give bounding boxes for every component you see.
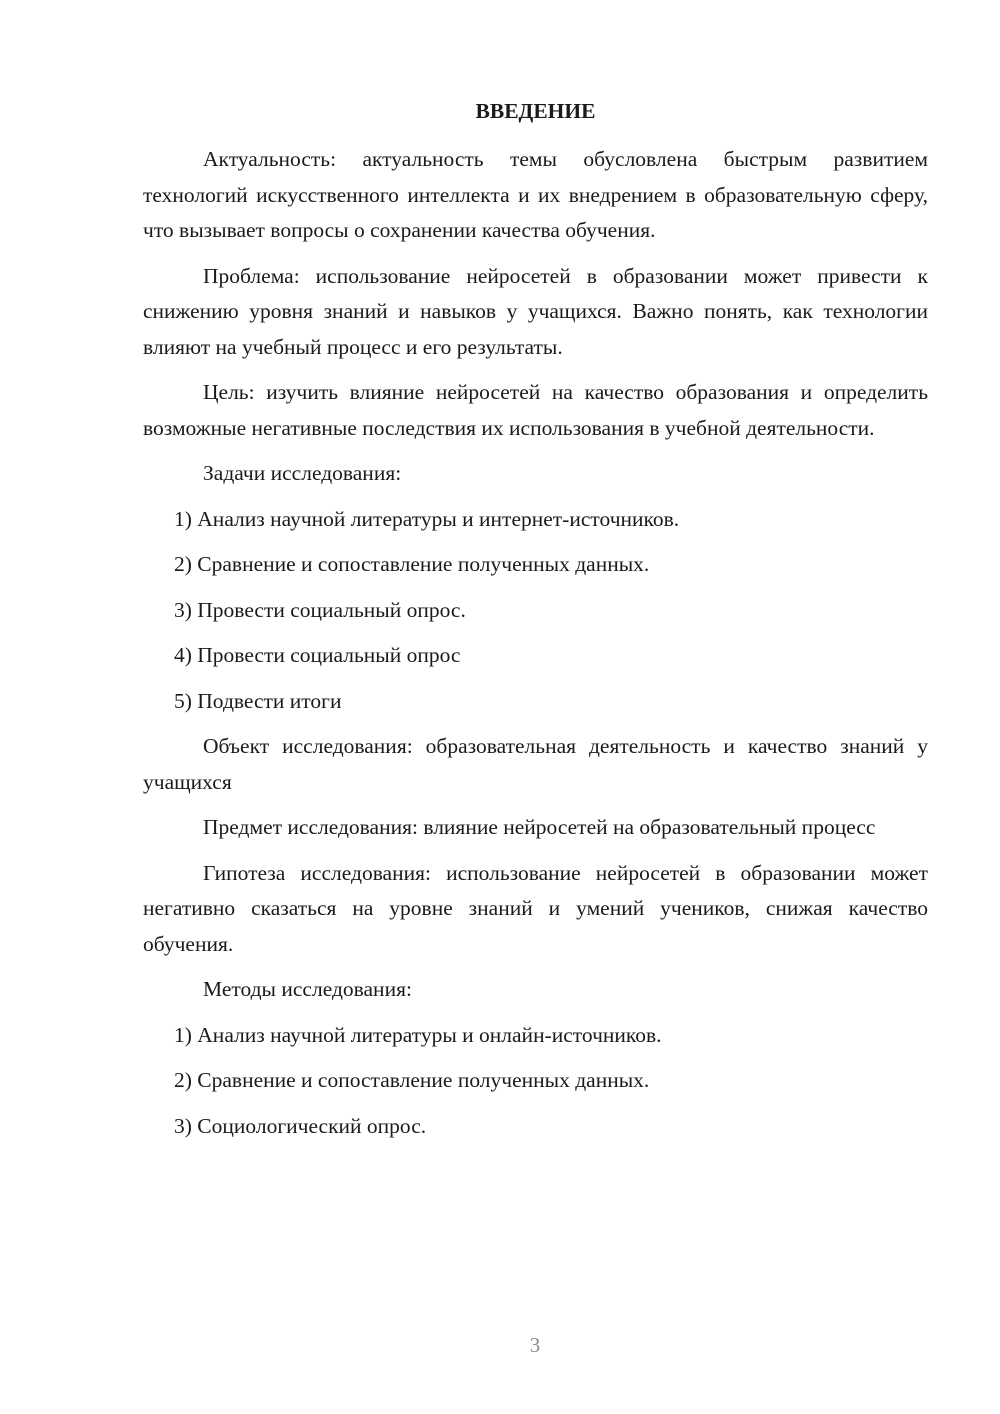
page-number: 3 (529, 1333, 541, 1357)
list-item: 2) Сравнение и сопоставление полученных данных. (174, 552, 650, 576)
list-item: 4) Провести социальный опрос (174, 643, 461, 667)
tasks-list (143, 502, 928, 720)
methods-heading: Методы исследования: (203, 977, 412, 1001)
goal-paragraph: Цель: изучить влияние нейросетей на качество образования и определить возможные негативные последствия их использования в учебной деятельности. (143, 380, 928, 440)
list-item: 1) Анализ научной литературы и интернет-источников. (174, 506, 680, 531)
list-item: 5) Подвести итоги (174, 688, 342, 713)
list-item: 1) Анализ научной литературы и онлайн-источников. (174, 1022, 662, 1047)
subject-paragraph: Предмет исследования: влияние нейросетей на образовательный процесс (203, 815, 876, 839)
tasks-heading: Задачи исследования: (203, 461, 402, 485)
relevance-paragraph: Актуальность: актуальность темы обусловлена быстрым развитием технологий искусственного интеллекта и их внедрением в образовательную сферу, что вызывает вопросы о сохранении качества обучения. (143, 147, 928, 242)
object-paragraph: Объект исследования: образовательная деятельность и качество знаний у учащихся (143, 734, 928, 794)
problem-paragraph: Проблема: использование нейросетей в образовании может привести к снижению уровня знаний и навыков у учащихся. Важно понять, как технологии влияют на учебный процесс и его результаты. (143, 263, 928, 359)
document-page (143, 96, 928, 1154)
methods-list (143, 1018, 928, 1145)
list-item: 2) Сравнение и сопоставление полученных данных. (174, 1068, 650, 1092)
list-item: 3) Социологический опрос. (174, 1113, 427, 1138)
hypothesis-paragraph: Гипотеза исследования: использование нейросетей в образовании может негативно сказаться на уровне знаний и умений учеников, снижая качество обучения. (143, 860, 928, 956)
section-title: ВВЕДЕНИЕ (475, 99, 596, 123)
list-item: 3) Провести социальный опрос. (174, 597, 466, 622)
